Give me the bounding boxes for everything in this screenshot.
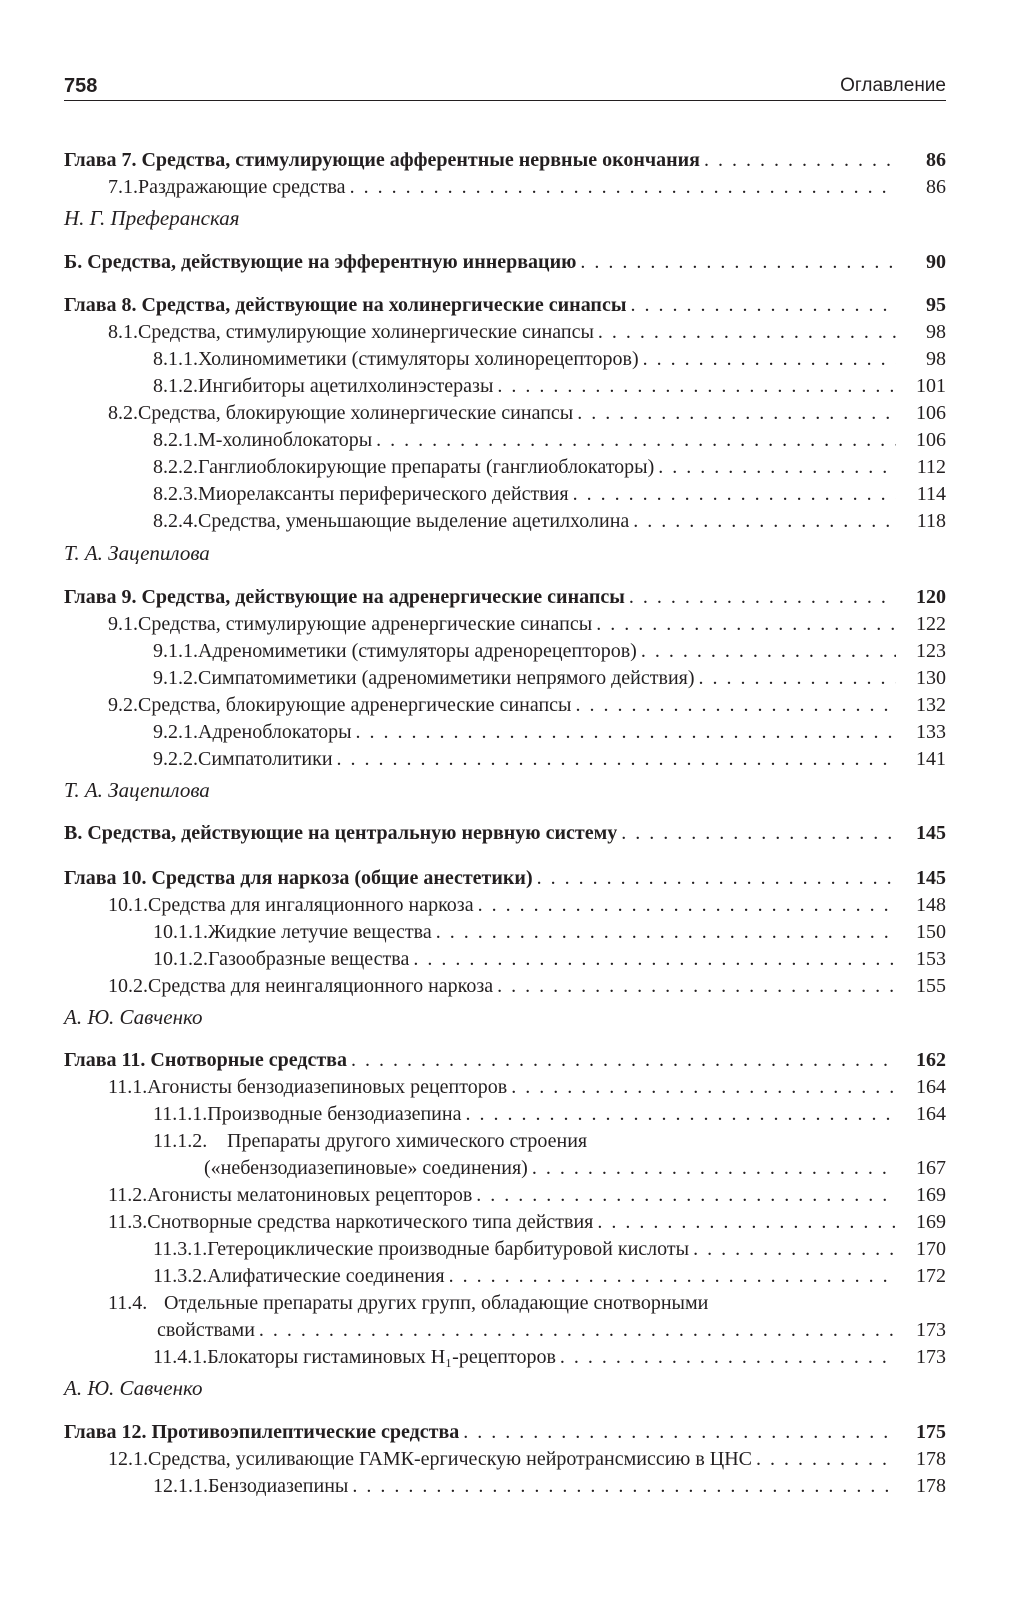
toc-entry-title: Блокаторы гистаминовых H₁-рецепторов [207,1346,556,1368]
toc-section-number: 8.2.4. [153,510,198,532]
leader-dots [560,1344,896,1371]
toc-section-number: 9.1.2. [153,667,198,689]
toc-page-number: 141 [916,748,946,770]
toc-section-11-3[interactable] [64,1209,946,1236]
toc-page-number: 173 [916,1346,946,1368]
author-name: Т. А. Зацепилова [64,778,210,802]
toc-section-number: 9.2. [108,694,138,716]
page-header [64,72,946,100]
toc-section-number: 8.1. [108,321,138,343]
toc-entry-title: Глава 10. Средства для наркоза (общие анестетики) [64,867,533,889]
toc-section-number: 11.2. [108,1184,148,1206]
toc-section-7-1[interactable] [64,174,946,201]
toc-subsection-11-3-1[interactable] [64,1236,946,1263]
toc-section-number: 11.4. [108,1292,148,1314]
toc-page-number: 122 [916,613,946,635]
toc-entry-title: Агонисты мелатониновых рецепторов [147,1184,473,1206]
toc-entry-title: Средства, уменьшающие выделение ацетилхолина [198,510,630,532]
toc-subsection-8-1-1[interactable] [64,346,946,373]
author-name: Н. Г. Преферанская [64,206,240,230]
toc-section-number: 11.3.2. [153,1265,208,1287]
toc-entry-title: Бензодиазепины [208,1475,349,1497]
toc-entry-title: Агонисты бензодиазепиновых рецепторов [147,1076,508,1098]
toc-entry-title: Глава 11. Снотворные средства [64,1049,347,1071]
leader-dots [597,1209,896,1236]
leader-dots [643,346,896,373]
toc-section-number: 9.1. [108,613,138,635]
toc-entry-title: Средства, усиливающие ГАМК-ергическую нейротрансмиссию в ЦНС [148,1448,753,1470]
leader-dots [658,454,896,481]
toc-entry-title: В. Средства, действующие на центральную нервную систему [64,822,618,844]
toc-entry-title: Средства, стимулирующие адренергические синапсы [138,613,593,635]
toc-page-number: 90 [926,251,946,273]
toc-entry-title: Глава 9. Средства, действующие на адренергические синапсы [64,586,625,608]
toc-subsection-8-2-2[interactable] [64,454,946,481]
toc-page-number: 164 [916,1103,946,1125]
toc-page-number: 164 [916,1076,946,1098]
toc-subsection-12-1-1[interactable] [64,1473,946,1500]
toc-entry-title: Средства для ингаляционного наркоза [148,894,474,916]
toc-chapter-9[interactable] [64,584,946,611]
toc-page-number: 106 [916,429,946,451]
toc-entry-title: Отдельные препараты других групп, обладающие снотворными [164,1292,709,1314]
toc-entry-title: Производные бензодиазепина [207,1103,462,1125]
toc-section-number: 9.2.2. [153,748,198,770]
toc-page-number: 145 [916,867,946,889]
leader-dots [449,1263,896,1290]
leader-dots [478,892,896,919]
toc-subsection-9-1-2[interactable] [64,665,946,692]
leader-dots [756,1446,896,1473]
toc-section-12-1[interactable] [64,1446,946,1473]
toc-page-number: 178 [916,1475,946,1497]
toc-entry-title: Препараты другого химического строения [227,1130,588,1152]
toc-page-number: 145 [916,822,946,844]
leader-dots [580,249,896,276]
toc-entry-title: М-холиноблокаторы [198,429,373,451]
toc-entry-title: Глава 7. Средства, стимулирующие афферентные нервные окончания [64,149,700,171]
leader-dots [633,508,896,535]
toc-section-number: 8.1.1. [153,348,198,370]
toc-section-10-2[interactable] [64,973,946,1000]
toc-entry-title: Симпатомиметики (адреномиметики непрямого действия) [198,667,695,689]
leader-dots [537,865,896,892]
toc-section-number: 12.1. [108,1448,148,1470]
leader-dots [598,319,896,346]
leader-dots [352,1473,896,1500]
leader-dots [693,1236,896,1263]
author-name: А. Ю. Савченко [64,1376,203,1400]
toc-page-number: 162 [916,1049,946,1071]
leader-dots [704,147,896,174]
leader-dots [573,481,896,508]
leader-dots [511,1074,896,1101]
toc-subsection-9-2-2[interactable] [64,746,946,773]
toc-entry-title: Средства для неингаляционного наркоза [148,975,494,997]
toc-subsection-8-2-1[interactable] [64,427,946,454]
running-title: Оглавление [840,75,946,96]
toc-subsection-9-1-1[interactable] [64,638,946,665]
toc-section-number: 8.1.2. [153,375,198,397]
toc-subsection-11-1-2[interactable] [64,1128,946,1155]
toc-page-number: 170 [916,1238,946,1260]
toc-part-b[interactable] [64,249,946,276]
toc-subsection-8-1-2[interactable] [64,373,946,400]
leader-dots [350,174,896,201]
page-number: 758 [64,75,98,97]
toc-subsection-8-2-3[interactable] [64,481,946,508]
toc-page-number: 169 [916,1184,946,1206]
toc-page-number: 169 [916,1211,946,1233]
toc-subsection-11-1-1[interactable] [64,1101,946,1128]
toc-page-number: 86 [926,176,946,198]
toc-entry-title: Глава 12. Противоэпилептические средства [64,1421,460,1443]
toc-section-number: 10.1.1. [153,921,208,943]
toc-section-number: 8.2.2. [153,456,198,478]
toc-entry-title: свойствами [157,1319,255,1341]
leader-dots [629,584,896,611]
toc-section-9-1[interactable] [64,611,946,638]
toc-chapter-11[interactable] [64,1047,946,1074]
toc-page-number: 112 [916,456,946,478]
toc-section-number: 11.1. [108,1076,148,1098]
toc-section-number: 8.2. [108,402,138,424]
toc-page-number: 95 [926,294,946,316]
toc-section-11-4[interactable] [64,1290,946,1317]
toc-page-number: 106 [916,402,946,424]
toc-page-number: 98 [926,321,946,343]
toc-entry-title: Адреномиметики (стимуляторы адренорецепторов) [198,640,637,662]
toc-entry-title: («небензодиазепиновые» соединения) [204,1157,528,1179]
toc-entry-title: Глава 8. Средства, действующие на холинергические синапсы [64,294,627,316]
toc-chapter-8[interactable] [64,292,946,319]
toc-page-number: 98 [926,348,946,370]
toc-page-number: 86 [926,149,946,171]
toc-page-number: 153 [916,948,946,970]
leader-dots [532,1155,896,1182]
toc-entry-title: Алифатические соединения [207,1265,445,1287]
toc-section-number: 9.1.1. [153,640,198,662]
toc-section-number: 11.1.2. [153,1130,208,1152]
toc-section-9-2[interactable] [64,692,946,719]
leader-dots [351,1047,896,1074]
toc-page-number: 148 [916,894,946,916]
toc-page-number: 123 [916,640,946,662]
toc-page-number: 172 [916,1265,946,1287]
toc-entry-title: Снотворные средства наркотического типа действия [147,1211,594,1233]
toc-chapter-10[interactable] [64,865,946,892]
toc-entry-title: Миорелаксанты периферического действия [198,483,569,505]
toc-section-number: 12.1.1. [153,1475,208,1497]
toc-section-11-4-continued[interactable] [64,1317,946,1344]
toc-section-number: 7.1. [108,176,138,198]
toc-section-number: 10.2. [108,975,148,997]
toc-section-10-1[interactable] [64,892,946,919]
toc-chapter-12[interactable] [64,1419,946,1446]
leader-dots [465,1101,896,1128]
leader-dots [621,820,896,847]
toc-section-number: 9.2.1. [153,721,198,743]
toc-section-number: 10.1. [108,894,148,916]
toc-page-number: 120 [916,586,946,608]
toc-page-number: 101 [916,375,946,397]
toc-page-number: 175 [916,1421,946,1443]
leader-dots [259,1317,896,1344]
leader-dots [436,919,896,946]
toc-section-number: 8.2.3. [153,483,198,505]
toc-page-number: 114 [916,483,946,505]
leader-dots [575,692,896,719]
toc-subsection-11-4-1[interactable] [64,1344,946,1371]
toc-page-number: 130 [916,667,946,689]
toc-section-number: 11.3.1. [153,1238,208,1260]
toc-entry-title: Ганглиоблокирующие препараты (ганглиоблокаторы) [198,456,655,478]
toc-subsection-8-2-4[interactable] [64,508,946,535]
toc-entry-title: Симпатолитики [198,748,333,770]
toc-section-number: 11.1.1. [153,1103,208,1125]
leader-dots [699,665,896,692]
document-page [64,0,946,1601]
toc-section-11-1[interactable] [64,1074,946,1101]
toc-entry-title: Гетероциклические производные барбитуровой кислоты [207,1238,690,1260]
toc-page-number: 155 [916,975,946,997]
toc-page-number: 178 [916,1448,946,1470]
toc-section-11-2[interactable] [64,1182,946,1209]
toc-entry-title: Ингибиторы ацетилхолинэстеразы [198,375,494,397]
toc-section-number: 11.4.1. [153,1346,208,1368]
leader-dots [376,427,896,454]
toc-entry-title: Средства, стимулирующие холинергические синапсы [138,321,594,343]
leader-dots [596,611,896,638]
toc-subsection-10-1-1[interactable] [64,919,946,946]
author-name: Т. А. Зацепилова [64,541,210,565]
toc-section-8-2[interactable] [64,400,946,427]
leader-dots [463,1419,896,1446]
toc-page-number: 167 [916,1157,946,1179]
toc-entry-title: Холиномиметики (стимуляторы холинорецепторов) [198,348,639,370]
toc-page-number: 150 [916,921,946,943]
toc-part-v[interactable] [64,820,946,847]
leader-dots [577,400,896,427]
leader-dots [641,638,896,665]
toc-entry-title: Жидкие летучие вещества [208,921,432,943]
toc-entry-title: Средства, блокирующие холинергические синапсы [138,402,574,424]
toc-entry-title: Б. Средства, действующие на эфферентную иннервацию [64,251,577,273]
toc-entry-title: Раздражающие средства [138,176,346,198]
toc-page-number: 132 [916,694,946,716]
toc-section-number: 10.1.2. [153,948,208,970]
leader-dots [413,946,896,973]
leader-dots [497,373,896,400]
toc-chapter-7[interactable] [64,147,946,174]
toc-entry-title: Адреноблокаторы [198,721,352,743]
toc-section-8-1[interactable] [64,319,946,346]
leader-dots [476,1182,896,1209]
toc-page-number: 133 [916,721,946,743]
toc-section-number: 11.3. [108,1211,148,1233]
header-rule [64,100,946,101]
toc-entry-title: Средства, блокирующие адренергические синапсы [138,694,572,716]
toc-subsection-10-1-2[interactable] [64,946,946,973]
toc-entry-title: Газообразные вещества [208,948,410,970]
leader-dots [356,719,896,746]
author-name: А. Ю. Савченко [64,1005,203,1029]
toc-subsection-9-2-1[interactable] [64,719,946,746]
toc-page-number: 173 [916,1319,946,1341]
toc-subsection-11-1-2-continued[interactable] [64,1155,946,1182]
leader-dots [337,746,896,773]
toc-section-number: 8.2.1. [153,429,198,451]
toc-page-number: 118 [916,510,946,532]
leader-dots [497,973,896,1000]
leader-dots [630,292,896,319]
toc-subsection-11-3-2[interactable] [64,1263,946,1290]
